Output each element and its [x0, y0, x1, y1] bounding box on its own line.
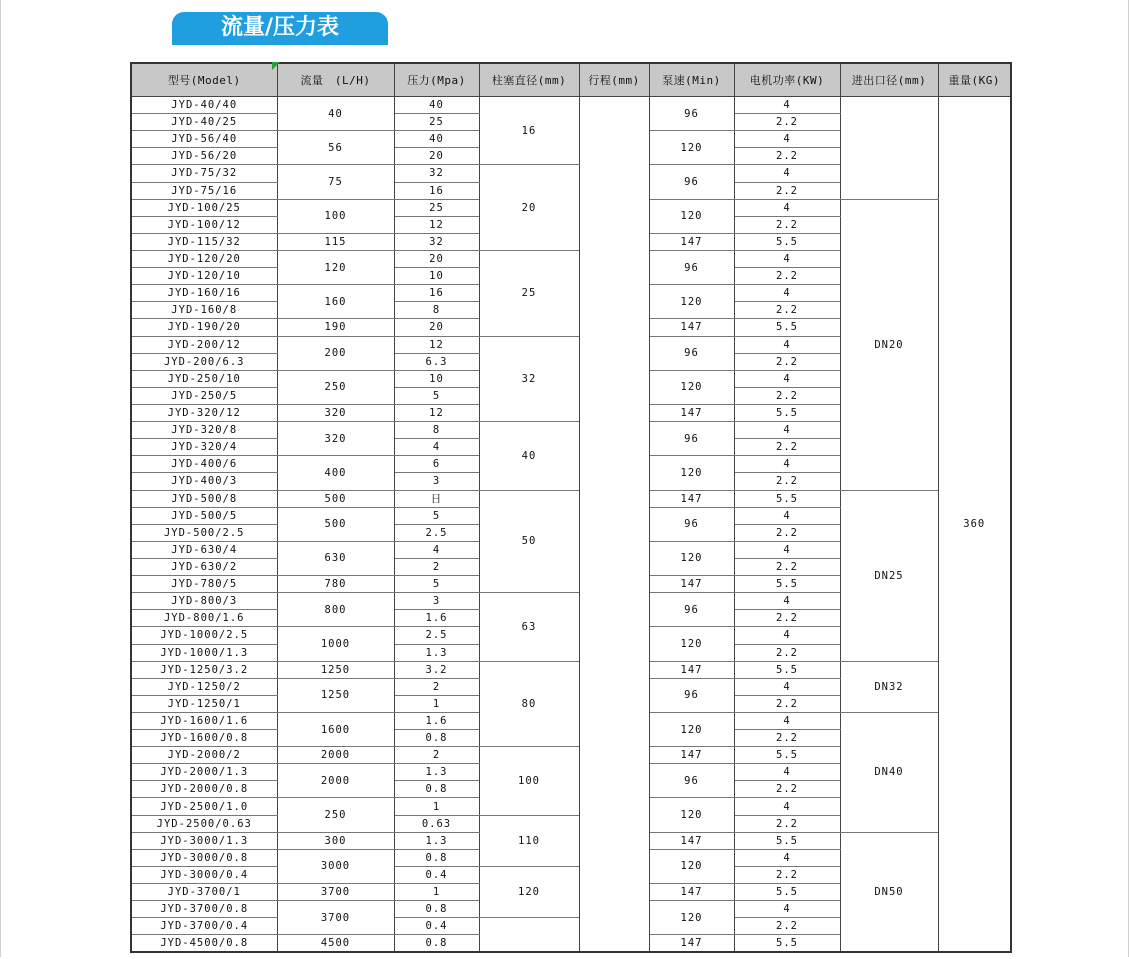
flow-cell: 800 — [277, 593, 394, 627]
pump-speed-cell: 147 — [649, 832, 734, 849]
motor-power-cell: 4 — [734, 593, 840, 610]
model-cell: JYD-40/40 — [131, 97, 277, 114]
flow-cell: 3000 — [277, 849, 394, 883]
header-weight: 重量(KG) — [938, 63, 1011, 97]
model-cell: JYD-2000/1.3 — [131, 764, 277, 781]
model-cell: JYD-500/8 — [131, 490, 277, 507]
motor-power-cell: 2.2 — [734, 644, 840, 661]
header-plunger-diameter: 柱塞直径(mm) — [479, 63, 579, 97]
flow-cell: 100 — [277, 199, 394, 233]
pump-speed-cell: 147 — [649, 747, 734, 764]
pressure-cell: 6 — [394, 456, 479, 473]
motor-power-cell: 2.2 — [734, 439, 840, 456]
flow-cell: 1600 — [277, 712, 394, 746]
model-cell: JYD-100/25 — [131, 199, 277, 216]
model-cell: JYD-630/4 — [131, 541, 277, 558]
port-diameter-cell: DN40 — [840, 712, 938, 832]
flow-cell: 190 — [277, 319, 394, 336]
model-cell: JYD-3000/0.8 — [131, 849, 277, 866]
motor-power-cell: 4 — [734, 97, 840, 114]
pump-speed-cell: 96 — [649, 764, 734, 798]
plunger-diameter-cell: 63 — [479, 593, 579, 661]
motor-power-cell: 2.2 — [734, 182, 840, 199]
weight-cell: 360 — [938, 97, 1011, 953]
model-cell: JYD-400/6 — [131, 456, 277, 473]
model-cell: JYD-3700/1 — [131, 884, 277, 901]
pressure-cell: 1.6 — [394, 610, 479, 627]
motor-power-cell: 2.2 — [734, 148, 840, 165]
pressure-cell: 1.3 — [394, 832, 479, 849]
plunger-diameter-cell: 120 — [479, 866, 579, 917]
table-row — [131, 661, 1011, 678]
motor-power-cell: 4 — [734, 131, 840, 148]
pressure-cell: 0.8 — [394, 730, 479, 747]
model-cell: JYD-1250/1 — [131, 695, 277, 712]
pressure-cell: 3.2 — [394, 661, 479, 678]
pressure-cell: 32 — [394, 165, 479, 182]
pressure-cell: 1.6 — [394, 712, 479, 729]
pump-speed-cell: 120 — [649, 627, 734, 661]
pressure-cell: 12 — [394, 404, 479, 421]
pump-speed-cell: 147 — [649, 661, 734, 678]
pump-speed-cell: 147 — [649, 935, 734, 953]
model-cell: JYD-56/20 — [131, 148, 277, 165]
model-cell: JYD-160/8 — [131, 302, 277, 319]
header-pressure: 压力(Mpa) — [394, 63, 479, 97]
pressure-cell: 5 — [394, 576, 479, 593]
motor-power-cell: 4 — [734, 678, 840, 695]
pressure-cell: 0.8 — [394, 935, 479, 953]
pressure-cell: 0.4 — [394, 918, 479, 935]
pump-speed-cell: 120 — [649, 285, 734, 319]
flow-pressure-table — [130, 62, 1012, 953]
pump-speed-cell: 120 — [649, 541, 734, 575]
model-cell: JYD-160/16 — [131, 285, 277, 302]
pump-speed-cell: 96 — [649, 678, 734, 712]
port-diameter-cell: DN32 — [840, 661, 938, 712]
header-motor-power: 电机功率(KW) — [734, 63, 840, 97]
pressure-cell: 0.63 — [394, 815, 479, 832]
motor-power-cell: 5.5 — [734, 832, 840, 849]
model-cell: JYD-250/10 — [131, 370, 277, 387]
flow-cell: 200 — [277, 336, 394, 370]
pressure-cell: 16 — [394, 285, 479, 302]
motor-power-cell: 5.5 — [734, 884, 840, 901]
flow-cell: 500 — [277, 507, 394, 541]
model-cell: JYD-115/32 — [131, 233, 277, 250]
flow-cell: 320 — [277, 404, 394, 421]
motor-power-cell: 4 — [734, 541, 840, 558]
header-stroke: 行程(mm) — [579, 63, 649, 97]
motor-power-cell: 5.5 — [734, 233, 840, 250]
model-cell: JYD-320/12 — [131, 404, 277, 421]
pressure-cell: 2 — [394, 747, 479, 764]
pressure-cell: 12 — [394, 216, 479, 233]
motor-power-cell: 4 — [734, 901, 840, 918]
motor-power-cell: 4 — [734, 849, 840, 866]
model-cell: JYD-250/5 — [131, 387, 277, 404]
port-diameter-cell: DN50 — [840, 832, 938, 952]
motor-power-cell: 2.2 — [734, 781, 840, 798]
flow-cell: 250 — [277, 798, 394, 832]
pressure-cell: 1.3 — [394, 644, 479, 661]
plunger-diameter-cell — [479, 918, 579, 953]
motor-power-cell: 4 — [734, 456, 840, 473]
model-cell: JYD-320/8 — [131, 422, 277, 439]
motor-power-cell: 5.5 — [734, 935, 840, 953]
model-cell: JYD-3700/0.8 — [131, 901, 277, 918]
plunger-diameter-cell: 20 — [479, 165, 579, 251]
plunger-diameter-cell: 40 — [479, 422, 579, 490]
flow-cell: 3700 — [277, 901, 394, 935]
pressure-cell: 0.8 — [394, 849, 479, 866]
model-cell: JYD-780/5 — [131, 576, 277, 593]
motor-power-cell: 2.2 — [734, 473, 840, 490]
flow-cell: 2000 — [277, 764, 394, 798]
model-cell: JYD-190/20 — [131, 319, 277, 336]
model-cell: JYD-75/16 — [131, 182, 277, 199]
motor-power-cell: 2.2 — [734, 387, 840, 404]
motor-power-cell: 2.2 — [734, 730, 840, 747]
model-cell: JYD-1000/1.3 — [131, 644, 277, 661]
motor-power-cell: 4 — [734, 336, 840, 353]
motor-power-cell: 5.5 — [734, 747, 840, 764]
pressure-cell: 4 — [394, 439, 479, 456]
table-row — [131, 97, 1011, 114]
motor-power-cell: 4 — [734, 627, 840, 644]
plunger-diameter-cell: 80 — [479, 661, 579, 747]
model-cell: JYD-75/32 — [131, 165, 277, 182]
pump-speed-cell: 96 — [649, 336, 734, 370]
flow-cell: 500 — [277, 490, 394, 507]
model-cell: JYD-2000/2 — [131, 747, 277, 764]
motor-power-cell: 2.2 — [734, 268, 840, 285]
motor-power-cell: 2.2 — [734, 302, 840, 319]
pump-speed-cell: 147 — [649, 319, 734, 336]
model-cell: JYD-3000/1.3 — [131, 832, 277, 849]
pressure-cell: 6.3 — [394, 353, 479, 370]
model-cell: JYD-100/12 — [131, 216, 277, 233]
title-underline — [172, 43, 388, 45]
pump-speed-cell: 147 — [649, 490, 734, 507]
pressure-cell: 16 — [394, 182, 479, 199]
model-cell: JYD-2500/0.63 — [131, 815, 277, 832]
model-cell: JYD-630/2 — [131, 558, 277, 575]
flow-cell: 630 — [277, 541, 394, 575]
pressure-cell: 40 — [394, 131, 479, 148]
model-cell: JYD-3000/0.4 — [131, 866, 277, 883]
motor-power-cell: 4 — [734, 165, 840, 182]
header-flow: 流量 (L/H) — [277, 63, 394, 97]
flow-cell: 1250 — [277, 661, 394, 678]
pressure-cell: 32 — [394, 233, 479, 250]
motor-power-cell: 2.2 — [734, 524, 840, 541]
pump-speed-cell: 120 — [649, 712, 734, 746]
plunger-diameter-cell: 32 — [479, 336, 579, 422]
model-cell: JYD-800/3 — [131, 593, 277, 610]
flow-cell: 2000 — [277, 747, 394, 764]
model-cell: JYD-120/10 — [131, 268, 277, 285]
model-cell: JYD-1600/1.6 — [131, 712, 277, 729]
plunger-diameter-cell: 110 — [479, 815, 579, 866]
flow-cell: 1250 — [277, 678, 394, 712]
model-cell: JYD-2500/1.0 — [131, 798, 277, 815]
stroke-cell — [579, 97, 649, 953]
pressure-cell: 5 — [394, 507, 479, 524]
motor-power-cell: 4 — [734, 798, 840, 815]
motor-power-cell: 4 — [734, 422, 840, 439]
flow-cell: 250 — [277, 370, 394, 404]
pump-speed-cell: 147 — [649, 404, 734, 421]
pressure-cell: 25 — [394, 199, 479, 216]
flow-cell: 75 — [277, 165, 394, 199]
header-model: 型号(Model) — [131, 63, 277, 97]
pressure-cell: 5 — [394, 387, 479, 404]
model-cell: JYD-1250/2 — [131, 678, 277, 695]
motor-power-cell: 2.2 — [734, 866, 840, 883]
model-cell: JYD-1600/0.8 — [131, 730, 277, 747]
pump-speed-cell: 120 — [649, 798, 734, 832]
model-cell: JYD-4500/0.8 — [131, 935, 277, 953]
pump-speed-cell: 96 — [649, 97, 734, 131]
pressure-cell: 8 — [394, 302, 479, 319]
pressure-cell: 20 — [394, 250, 479, 267]
flow-cell: 160 — [277, 285, 394, 319]
model-cell: JYD-200/6.3 — [131, 353, 277, 370]
pressure-cell: 0.4 — [394, 866, 479, 883]
pressure-cell: 1 — [394, 884, 479, 901]
pump-speed-cell: 96 — [649, 250, 734, 284]
model-cell: JYD-56/40 — [131, 131, 277, 148]
port-diameter-cell — [840, 97, 938, 200]
model-cell: JYD-2000/0.8 — [131, 781, 277, 798]
pressure-cell: 4 — [394, 541, 479, 558]
header-pump-speed: 泵速(Min) — [649, 63, 734, 97]
pressure-cell: 2.5 — [394, 524, 479, 541]
pressure-cell: 10 — [394, 268, 479, 285]
flow-cell: 3700 — [277, 884, 394, 901]
flow-cell: 40 — [277, 97, 394, 131]
flow-cell: 300 — [277, 832, 394, 849]
motor-power-cell: 4 — [734, 507, 840, 524]
plunger-diameter-cell: 100 — [479, 747, 579, 815]
corner-marker — [272, 62, 280, 70]
motor-power-cell: 4 — [734, 370, 840, 387]
motor-power-cell: 2.2 — [734, 695, 840, 712]
table-row — [131, 490, 1011, 507]
plunger-diameter-cell: 50 — [479, 490, 579, 593]
motor-power-cell: 4 — [734, 285, 840, 302]
motor-power-cell: 4 — [734, 250, 840, 267]
pressure-cell: 25 — [394, 114, 479, 131]
pump-speed-cell: 120 — [649, 901, 734, 935]
pump-speed-cell: 120 — [649, 199, 734, 233]
page-title: 流量/压力表 — [172, 12, 388, 44]
model-cell: JYD-500/5 — [131, 507, 277, 524]
model-cell: JYD-500/2.5 — [131, 524, 277, 541]
pressure-cell: 0.8 — [394, 901, 479, 918]
pump-speed-cell: 120 — [649, 370, 734, 404]
pressure-cell: 2 — [394, 558, 479, 575]
pressure-cell: 日 — [394, 490, 479, 507]
motor-power-cell: 2.2 — [734, 114, 840, 131]
pump-speed-cell: 120 — [649, 131, 734, 165]
port-diameter-cell: DN20 — [840, 199, 938, 490]
pump-speed-cell: 147 — [649, 233, 734, 250]
header-port-diameter: 进出口径(mm) — [840, 63, 938, 97]
pressure-cell: 3 — [394, 473, 479, 490]
motor-power-cell: 2.2 — [734, 610, 840, 627]
flow-cell: 1000 — [277, 627, 394, 661]
flow-cell: 780 — [277, 576, 394, 593]
motor-power-cell: 4 — [734, 199, 840, 216]
model-cell: JYD-3700/0.4 — [131, 918, 277, 935]
port-diameter-cell: DN25 — [840, 490, 938, 661]
pressure-cell: 20 — [394, 148, 479, 165]
pump-speed-cell: 120 — [649, 456, 734, 490]
pressure-cell: 1 — [394, 798, 479, 815]
plunger-diameter-cell: 25 — [479, 250, 579, 336]
model-cell: JYD-1250/3.2 — [131, 661, 277, 678]
pressure-cell: 0.8 — [394, 781, 479, 798]
model-cell: JYD-120/20 — [131, 250, 277, 267]
pressure-cell: 40 — [394, 97, 479, 114]
flow-cell: 115 — [277, 233, 394, 250]
pump-speed-cell: 120 — [649, 849, 734, 883]
flow-cell: 320 — [277, 422, 394, 456]
pump-speed-cell: 96 — [649, 165, 734, 199]
pressure-cell: 20 — [394, 319, 479, 336]
model-cell: JYD-800/1.6 — [131, 610, 277, 627]
model-cell: JYD-200/12 — [131, 336, 277, 353]
pump-speed-cell: 147 — [649, 884, 734, 901]
pressure-cell: 12 — [394, 336, 479, 353]
motor-power-cell: 2.2 — [734, 353, 840, 370]
motor-power-cell: 2.2 — [734, 216, 840, 233]
model-cell: JYD-40/25 — [131, 114, 277, 131]
motor-power-cell: 4 — [734, 712, 840, 729]
motor-power-cell: 2.2 — [734, 918, 840, 935]
pressure-cell: 1.3 — [394, 764, 479, 781]
flow-cell: 4500 — [277, 935, 394, 953]
flow-cell: 120 — [277, 250, 394, 284]
pressure-cell: 10 — [394, 370, 479, 387]
flow-cell: 400 — [277, 456, 394, 490]
motor-power-cell: 5.5 — [734, 576, 840, 593]
pressure-cell: 1 — [394, 695, 479, 712]
flow-cell: 56 — [277, 131, 394, 165]
pump-speed-cell: 147 — [649, 576, 734, 593]
motor-power-cell: 5.5 — [734, 404, 840, 421]
motor-power-cell: 2.2 — [734, 558, 840, 575]
motor-power-cell: 5.5 — [734, 661, 840, 678]
header-row — [131, 63, 1011, 97]
motor-power-cell: 5.5 — [734, 490, 840, 507]
model-cell: JYD-1000/2.5 — [131, 627, 277, 644]
model-cell: JYD-400/3 — [131, 473, 277, 490]
pressure-cell: 2 — [394, 678, 479, 695]
motor-power-cell: 4 — [734, 764, 840, 781]
pump-speed-cell: 96 — [649, 422, 734, 456]
pressure-cell: 2.5 — [394, 627, 479, 644]
model-cell: JYD-320/4 — [131, 439, 277, 456]
pressure-cell: 3 — [394, 593, 479, 610]
motor-power-cell: 5.5 — [734, 319, 840, 336]
plunger-diameter-cell: 16 — [479, 97, 579, 165]
pump-speed-cell: 96 — [649, 507, 734, 541]
pressure-cell: 8 — [394, 422, 479, 439]
pump-speed-cell: 96 — [649, 593, 734, 627]
motor-power-cell: 2.2 — [734, 815, 840, 832]
